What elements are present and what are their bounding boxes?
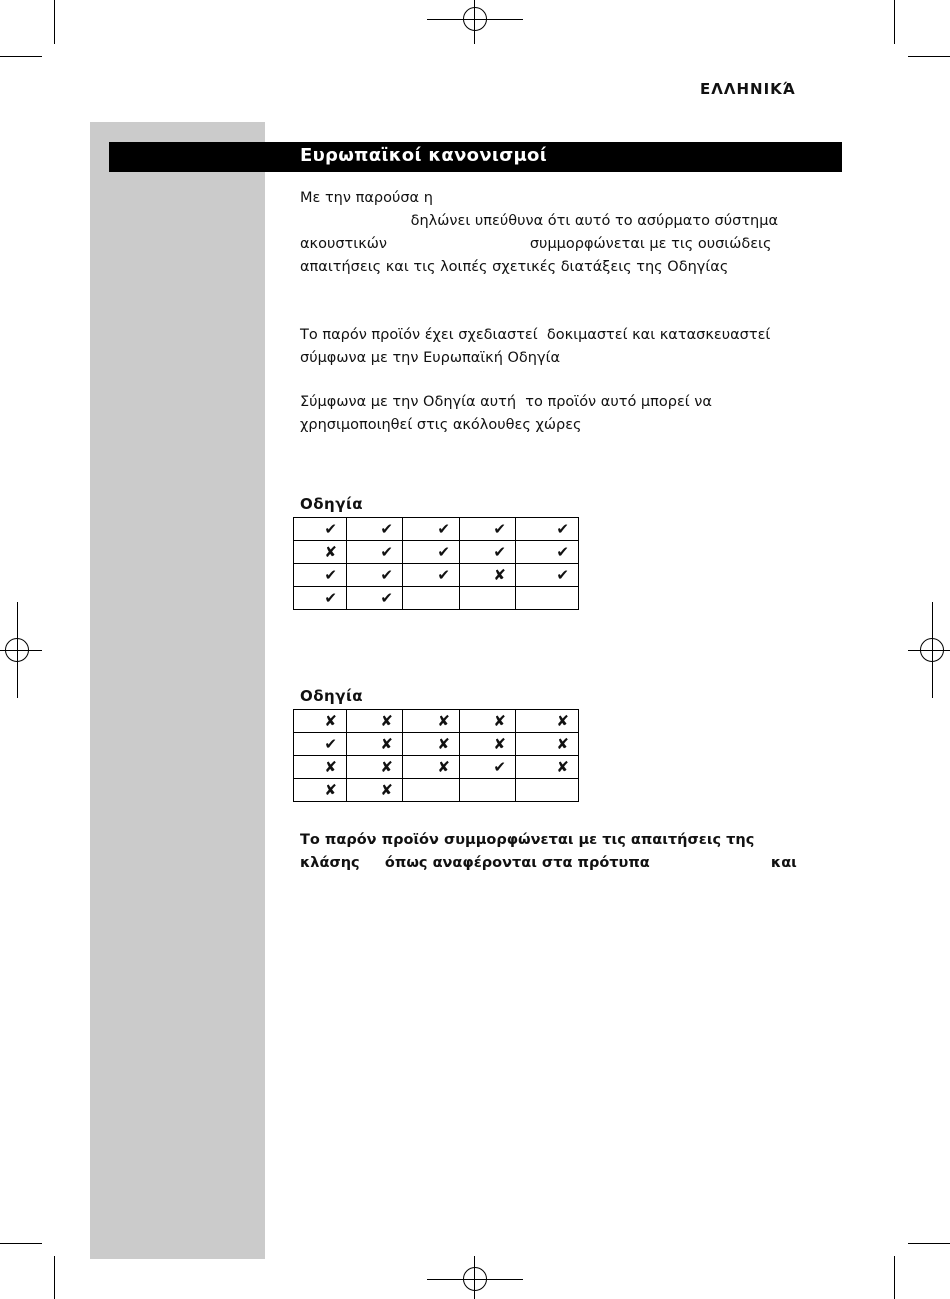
table-row [294,587,579,610]
crop-mark [0,1243,42,1244]
check-mark: ✔ [493,543,506,561]
check-mark: ✔ [324,566,337,584]
check-mark: ✔ [556,543,569,561]
country-table-1 [293,517,579,610]
crop-mark [894,1256,895,1299]
check-mark: ✘ [556,712,569,730]
check-mark: ✔ [380,566,393,584]
crop-mark [908,1243,950,1244]
crop-mark [54,0,55,44]
table-row [294,518,579,541]
check-mark: ✔ [493,520,506,538]
text-line: Σύμφωνα με την Οδηγία αυτή το προϊόν αυτό μπορεί να [300,394,712,410]
check-mark: ✔ [380,589,393,607]
country-table-2 [293,709,579,802]
check-mark: ✘ [324,543,337,561]
check-mark: ✘ [437,735,450,753]
check-mark: ✘ [556,735,569,753]
text-line: σύμφωνα με την Ευρωπαϊκή Οδηγία [300,350,561,366]
design-paragraph [300,324,770,370]
table-row [294,541,579,564]
check-mark: ✘ [380,712,393,730]
check-mark: ✘ [324,758,337,776]
check-mark: ✘ [493,735,506,753]
check-mark: ✘ [380,735,393,753]
check-mark: ✘ [380,781,393,799]
check-mark: ✘ [324,712,337,730]
check-mark: ✔ [380,520,393,538]
countries-paragraph [300,391,712,437]
table-row [294,710,579,733]
table-title: Οδηγία [300,495,364,513]
table-row [294,564,579,587]
check-mark: ✔ [324,589,337,607]
table-row [294,779,579,802]
text-line: κλάσης όπως αναφέρονται στα πρότυπα και [300,855,797,871]
check-mark: ✔ [380,543,393,561]
check-mark: ✔ [556,520,569,538]
side-panel [90,122,265,1259]
check-mark: ✘ [556,758,569,776]
text-line: Το παρόν προϊόν συμμορφώνεται με τις απαιτήσεις της [300,832,755,848]
section-title: Ευρωπαϊκοί κανονισμοί [300,145,548,166]
check-mark: ✘ [437,758,450,776]
text-line: χρησιμοποιηθεί στις ακόλουθες χώρες [300,417,582,433]
table-title: Οδηγία [300,687,364,705]
crop-mark [894,0,895,44]
check-mark: ✘ [437,712,450,730]
check-mark: ✔ [437,520,450,538]
check-mark: ✘ [324,781,337,799]
table-row [294,733,579,756]
check-mark: ✘ [493,566,506,584]
compliance-paragraph [300,829,797,875]
table-row [294,756,579,779]
check-mark: ✔ [437,543,450,561]
check-mark: ✘ [493,712,506,730]
text-line: Με την παρούσα η [300,190,433,206]
check-mark: ✔ [324,735,337,753]
text-line: δηλώνει υπεύθυνα ότι αυτό το ασύρματο σύστημα [300,213,779,229]
language-label: ΕΛΛΗΝΙΚΆ [700,80,796,98]
declaration-paragraph [300,187,778,279]
check-mark: ✔ [437,566,450,584]
text-line: Το παρόν προϊόν έχει σχεδιαστεί δοκιμαστεί και κατασκευαστεί [300,327,771,343]
text-line: απαιτήσεις και τις λοιπές σχετικές διατάξεις της Οδηγίας [300,259,729,275]
crop-mark [54,1256,55,1299]
check-mark: ✔ [556,566,569,584]
text-line: ακουστικών συμμορφώνεται με τις ουσιώδεις [300,236,772,252]
crop-mark [0,56,42,57]
check-mark: ✘ [380,758,393,776]
check-mark: ✔ [493,758,506,776]
check-mark: ✔ [324,520,337,538]
crop-mark [908,56,950,57]
